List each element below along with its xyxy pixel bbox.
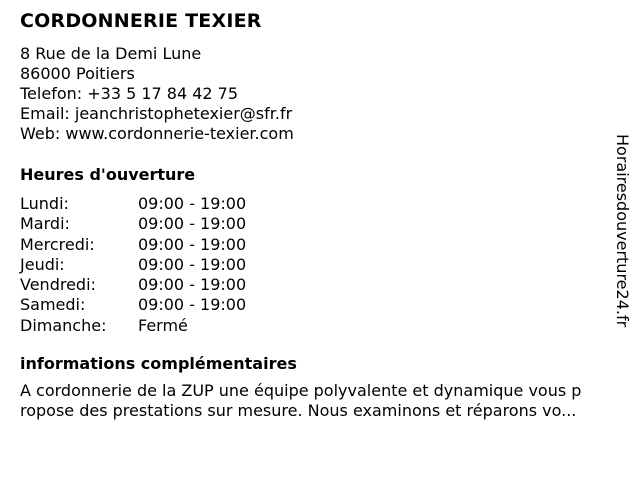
- email-address: Email: jeanchristophetexier@sfr.fr: [20, 104, 293, 123]
- business-card: [20, 8, 620, 421]
- hours-row-wednesday: [20, 235, 620, 255]
- opening-hours-table: [20, 194, 620, 336]
- day-label: Jeudi:: [20, 254, 65, 274]
- day-label: Dimanche:: [20, 315, 107, 335]
- day-label: Lundi:: [20, 194, 69, 213]
- additional-info-text: [20, 381, 630, 421]
- additional-info-heading: informations complémentaires: [20, 354, 297, 374]
- description-line: ropose des prestations sur mesure. Nous examinons et réparons vo...: [20, 401, 577, 421]
- phone-number: Telefon: +33 5 17 84 42 75: [20, 84, 239, 103]
- hours-row-sunday: [20, 316, 620, 336]
- hours-row-monday: [20, 194, 620, 214]
- day-hours: 09:00 - 19:00: [138, 254, 247, 274]
- hours-row-thursday: [20, 255, 620, 275]
- day-label: Mardi:: [20, 214, 70, 234]
- day-hours: 09:00 - 19:00: [138, 234, 247, 254]
- hours-row-tuesday: [20, 214, 620, 234]
- address-block: [20, 44, 620, 144]
- day-label: Vendredi:: [20, 275, 96, 295]
- day-label: Samedi:: [20, 295, 86, 315]
- website: Web: www.cordonnerie-texier.com: [20, 124, 294, 143]
- day-hours: Fermé: [138, 315, 188, 335]
- site-watermark: Horairesdouverture24.fr: [613, 134, 632, 328]
- hours-row-saturday: [20, 295, 620, 315]
- street-address: 8 Rue de la Demi Lune: [20, 44, 202, 63]
- day-hours: 09:00 - 19:00: [138, 295, 247, 315]
- day-hours: 09:00 - 19:00: [138, 194, 247, 213]
- business-name: CORDONNERIE TEXIER: [20, 10, 262, 32]
- hours-row-friday: [20, 275, 620, 295]
- postal-city: 86000 Poitiers: [20, 64, 135, 83]
- opening-hours-heading: Heures d'ouverture: [20, 165, 196, 184]
- day-hours: 09:00 - 19:00: [138, 214, 247, 234]
- day-hours: 09:00 - 19:00: [138, 275, 247, 295]
- day-label: Mercredi:: [20, 234, 95, 254]
- description-line: A cordonnerie de la ZUP une équipe polyvalente et dynamique vous p: [20, 381, 582, 401]
